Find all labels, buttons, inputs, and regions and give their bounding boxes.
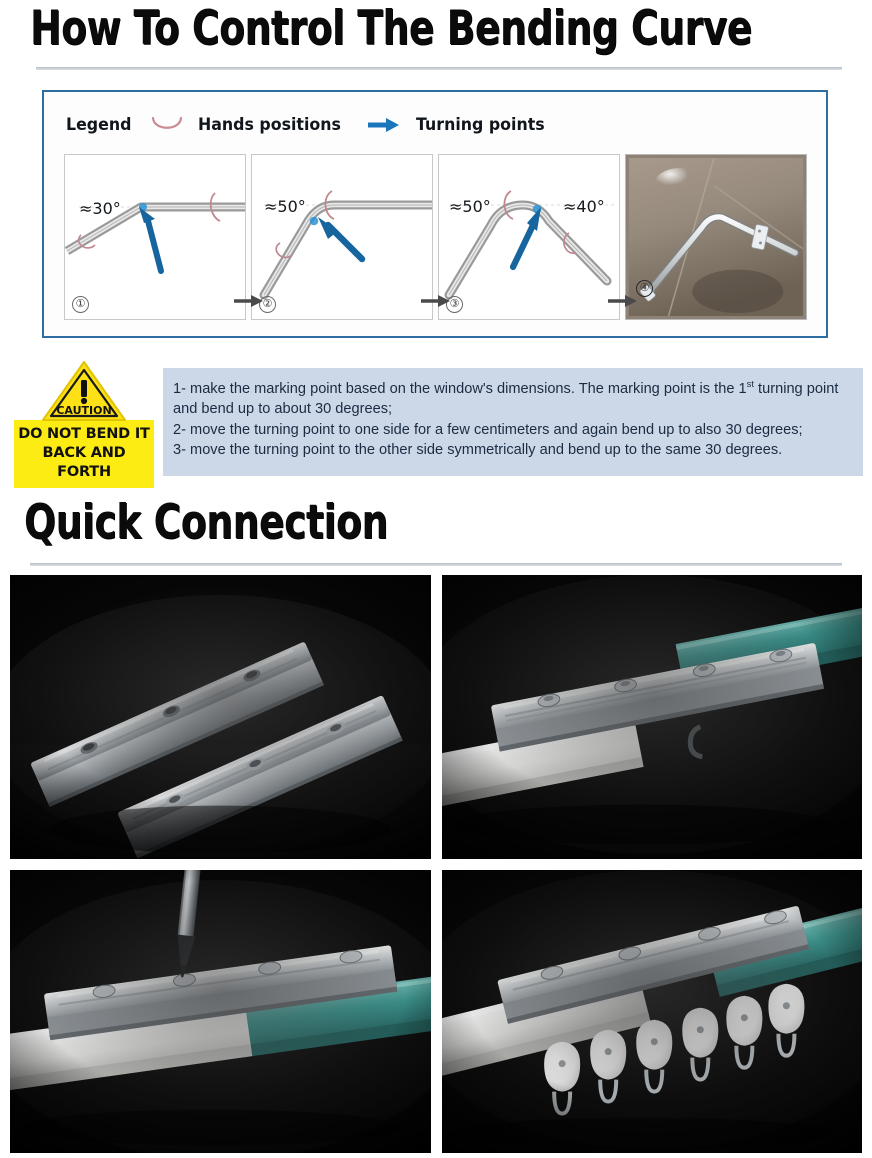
bend-step-2-illustration <box>252 155 433 320</box>
bend-step-4-panel <box>625 154 807 320</box>
photo-two-connector-bars <box>10 575 431 859</box>
bending-steps-row <box>64 154 808 320</box>
bend-step-4-number: ④ <box>636 280 653 297</box>
instruction-line-3: 3- move the turning point to the other side symmetrically and bend up to the same 30 degrees. <box>173 442 783 459</box>
photo-3-vignette <box>10 870 431 1154</box>
photo-connector-joining-rails <box>442 575 863 859</box>
instruction-line-1-a: 1- make the marking point based on the window's dimensions. The marking point is the 1 <box>173 380 747 397</box>
instruction-line-2: 2- move the turning point to one side for a few centimeters and again bend up to also 30 degrees; <box>173 421 803 438</box>
bend-step-1-number: ① <box>72 296 89 313</box>
caution-triangle-icon <box>41 360 127 422</box>
legend-hands-positions-label: Hands positions <box>198 115 342 135</box>
bend-step-1-illustration <box>65 155 246 320</box>
instruction-line-1 <box>173 375 853 420</box>
bend-step-1-angle-1: ≈30° <box>79 199 121 218</box>
bent-rail-photo <box>629 158 803 316</box>
caution-word: CAUTION <box>56 404 112 417</box>
caution-banner <box>14 420 154 488</box>
page-title-quick-connection: Quick Connection <box>24 495 388 550</box>
photo-screwdriver-tightening <box>10 870 431 1154</box>
step-arrow-1-icon <box>234 294 264 308</box>
photo-curtain-gliders <box>442 870 863 1154</box>
hands-arc-icon <box>150 115 184 135</box>
bend-step-3-panel <box>438 154 620 320</box>
bend-step-2-panel <box>251 154 433 320</box>
legend-turning-points-label: Turning points <box>416 115 545 135</box>
instructions-box <box>163 368 863 476</box>
bend-step-2-angle-1: ≈50° <box>264 197 306 216</box>
bend-step-3-illustration <box>439 155 620 320</box>
photo-2-vignette <box>442 575 863 859</box>
instruction-ordinal-suffix: st <box>746 379 754 390</box>
bending-diagram-panel <box>42 90 828 338</box>
quick-connection-photo-grid <box>10 575 862 1153</box>
step-arrow-2-icon <box>421 294 451 308</box>
bend-step-2-number: ② <box>259 296 276 313</box>
page-title-bending: How To Control The Bending Curve <box>30 1 752 56</box>
instruction-line-1-b: turning point and bend up to about 30 degrees; <box>173 380 839 418</box>
photo-1-vignette <box>10 575 431 859</box>
bend-step-3-number: ③ <box>446 296 463 313</box>
bend-step-1-panel <box>64 154 246 320</box>
caution-line-2: BACK AND FORTH <box>42 445 126 480</box>
bend-step-3-angle-1: ≈50° <box>449 197 491 216</box>
caution-line-1: DO NOT BEND IT <box>18 426 150 442</box>
photo-4-vignette <box>442 870 863 1154</box>
legend-label: Legend <box>66 115 132 135</box>
caution-block <box>14 360 154 488</box>
step-arrow-3-icon <box>608 294 638 308</box>
blue-arrow-icon <box>366 115 402 135</box>
bend-step-3-angle-2: ≈40° <box>563 197 605 216</box>
legend <box>66 108 554 142</box>
title-divider-quick <box>30 563 842 566</box>
title-divider-top <box>36 67 842 70</box>
